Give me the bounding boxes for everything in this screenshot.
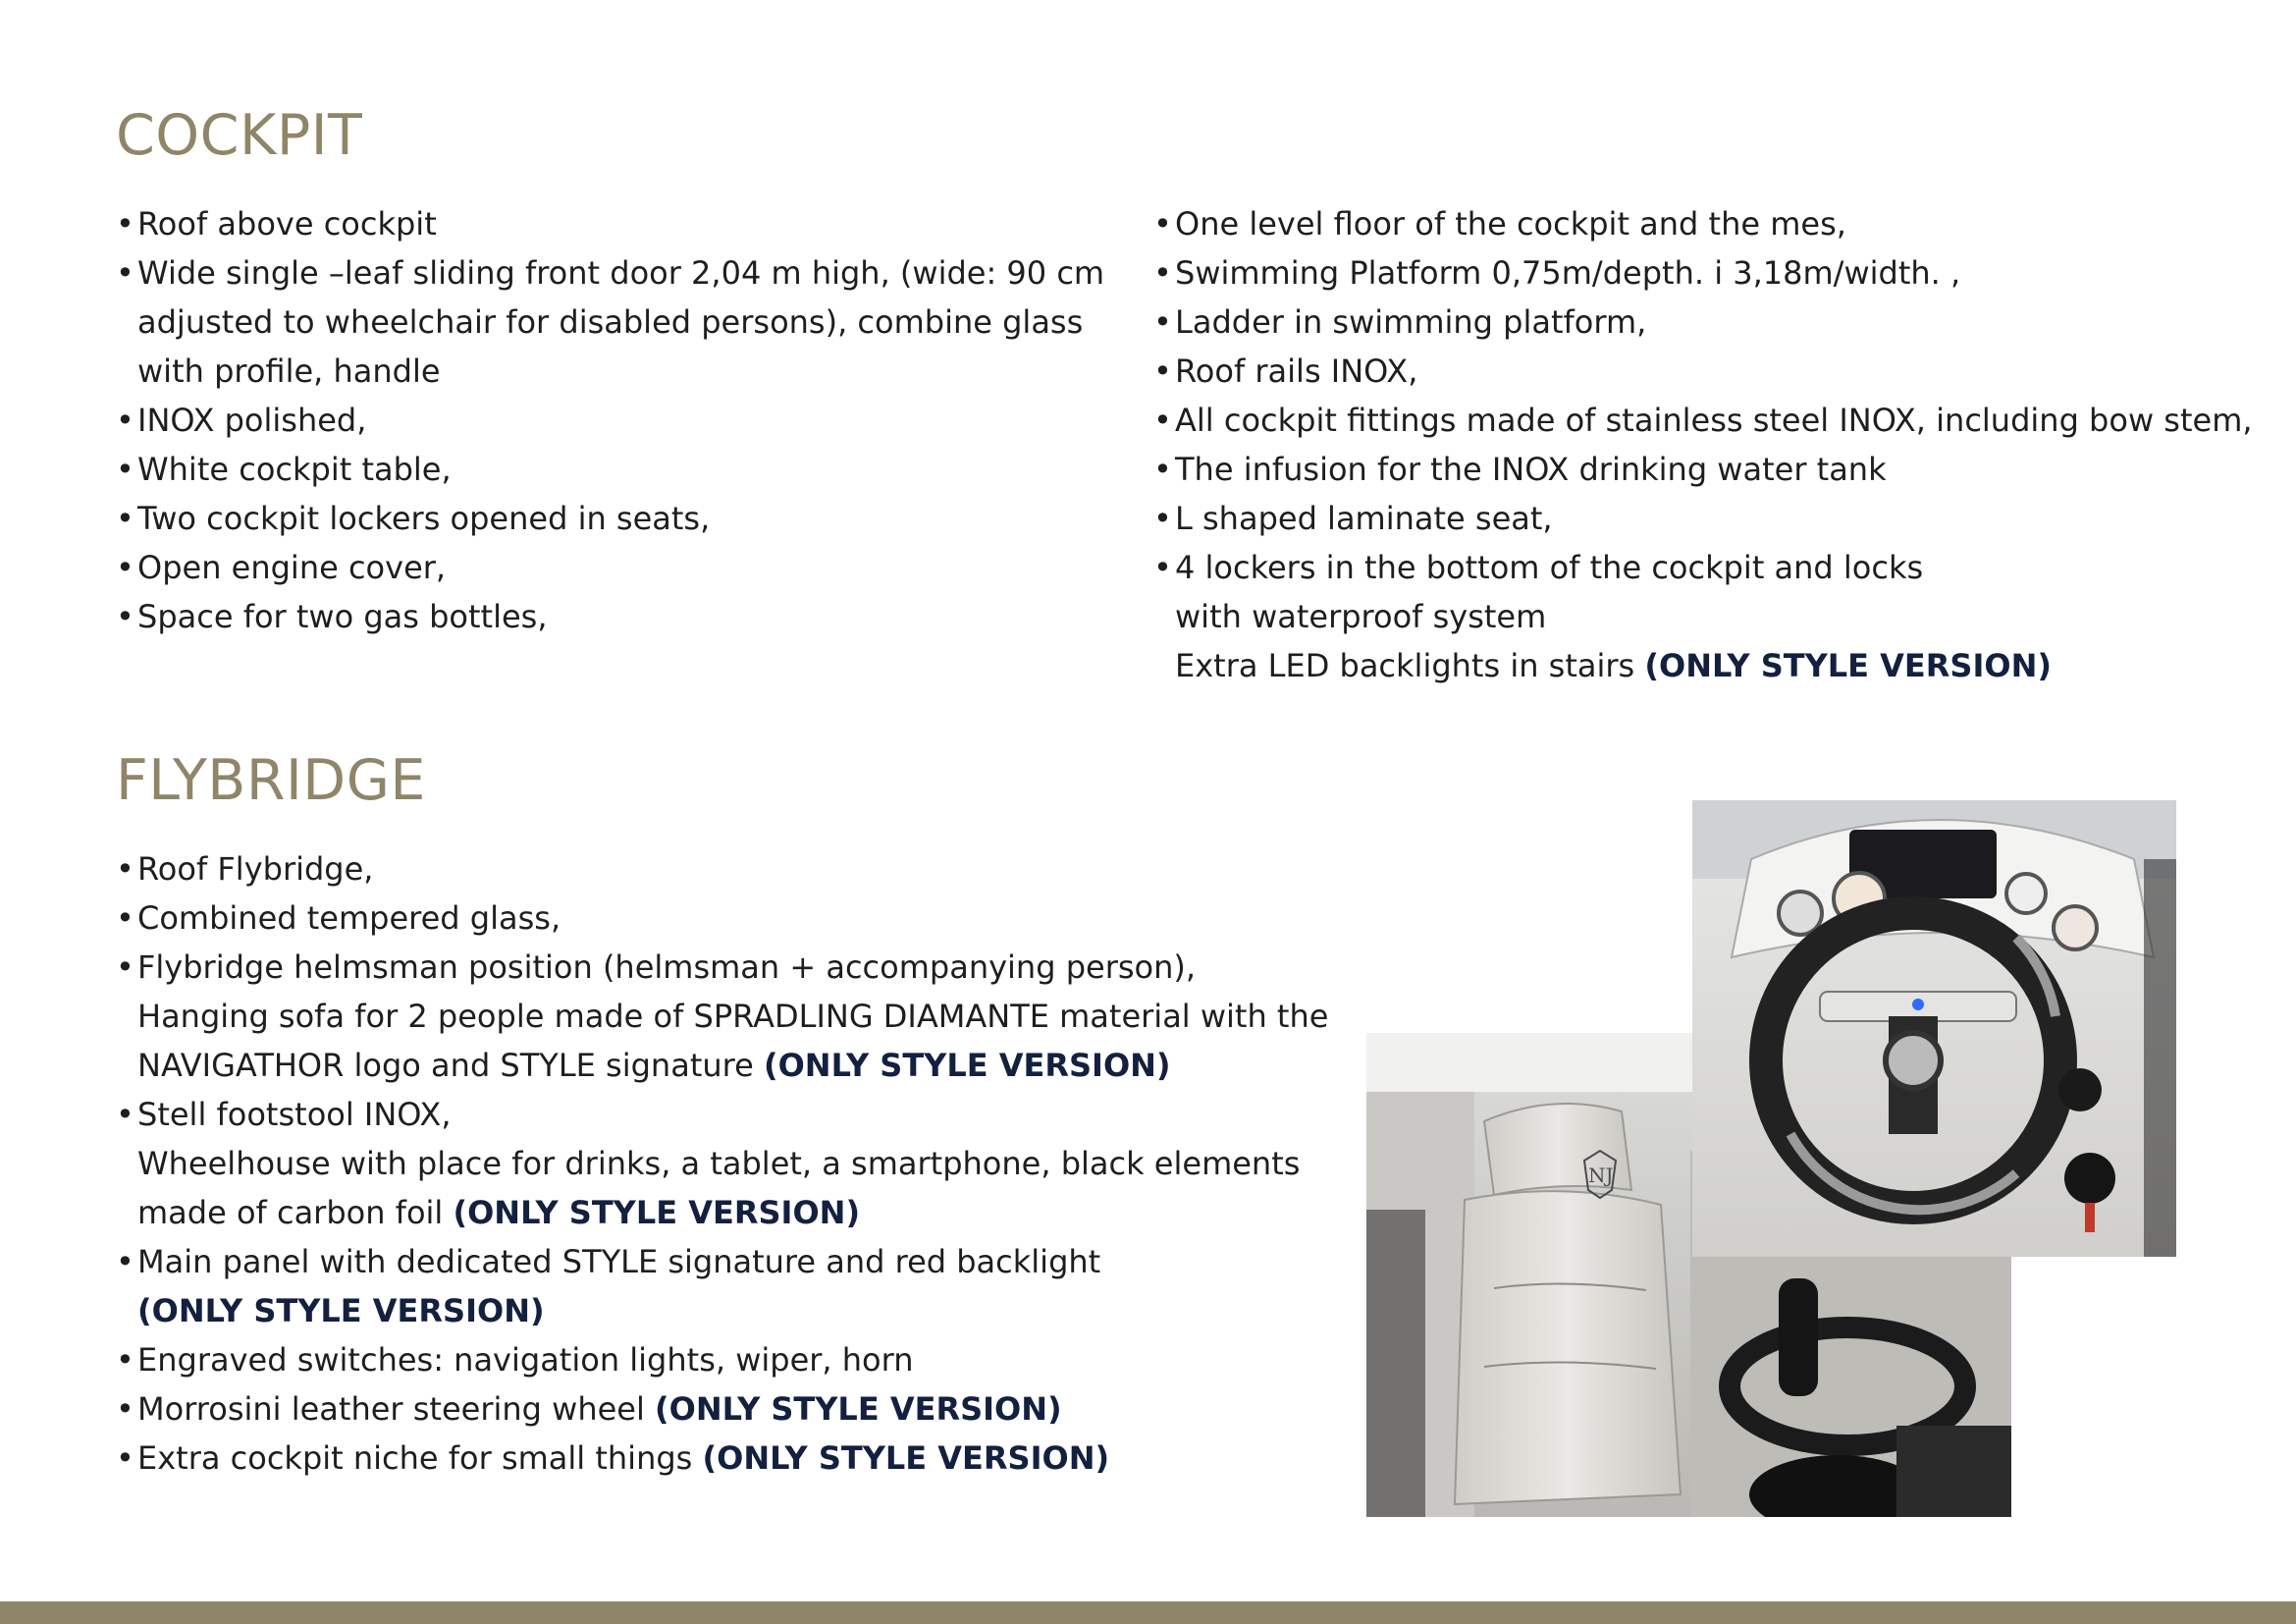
flybridge-list [116,844,1328,1483]
spec-line: Ladder in swimming platform, [1175,303,1647,341]
spec-item [1153,248,2253,298]
helm-photo [1692,800,2176,1257]
spec-line: NAVIGATHOR logo and STYLE signature [137,1047,754,1084]
bullet-icon: • [1153,500,1172,537]
spec-line: with profile, handle [137,352,441,390]
spec-item [1153,298,2253,347]
bullet-icon: • [1153,205,1172,243]
spec-line: made of carbon foil [137,1194,444,1231]
spec-item [1153,543,2253,690]
spec-line: Roof Flybridge, [137,850,374,888]
spec-line: Engraved switches: navigation lights, wiper, horn [137,1341,914,1379]
bullet-icon: • [116,850,134,888]
style-version-tag: (ONLY STYLE VERSION) [453,1194,861,1231]
cockpit-list-left [116,199,1104,641]
spec-line: Hanging sofa for 2 people made of SPRADLING DIAMANTE material with the [137,998,1329,1035]
bullet-icon: • [116,549,134,586]
spec-item [116,1237,1328,1335]
spec-item [116,592,1104,641]
style-version-tag: (ONLY STYLE VERSION) [137,1292,545,1329]
cockpit-heading: COCKPIT [116,103,363,168]
spec-line: The infusion for the INOX drinking water tank [1175,451,1887,488]
spec-line: Wheelhouse with place for drinks, a tablet, a smartphone, black elements [137,1145,1301,1182]
spec-item [1153,396,2253,445]
bullet-icon: • [1153,254,1172,292]
spec-item [116,1434,1328,1483]
spec-line: Space for two gas bottles, [137,598,548,635]
spec-line: Open engine cover, [137,549,447,586]
spec-line: 4 lockers in the bottom of the cockpit and locks [1175,549,1924,586]
bullet-icon: • [1153,402,1172,439]
style-version-tag: (ONLY STYLE VERSION) [702,1439,1110,1477]
spec-item [116,1090,1328,1237]
bullet-icon: • [116,899,134,937]
spec-line: Wide single –leaf sliding front door 2,04 m high, (wide: 90 cm [137,254,1105,292]
bullet-icon: • [116,1243,134,1280]
spec-item [116,248,1104,396]
spec-line: Swimming Platform 0,75m/depth. i 3,18m/width. , [1175,254,1961,292]
spec-line: L shaped laminate seat, [1175,500,1553,537]
spec-line: Morrosini leather steering wheel [137,1390,645,1428]
style-version-tag: (ONLY STYLE VERSION) [763,1047,1171,1084]
spec-item [116,199,1104,248]
spec-line: Two cockpit lockers opened in seats, [137,500,711,537]
spec-item [1153,199,2253,248]
style-version-tag: (ONLY STYLE VERSION) [1644,647,2052,684]
style-version-tag: (ONLY STYLE VERSION) [655,1390,1062,1428]
bullet-icon: • [116,1390,134,1428]
flybridge-heading: FLYBRIDGE [116,748,426,813]
spec-line: with waterproof system [1175,598,1547,635]
spec-item [116,893,1328,943]
spec-item [116,494,1104,543]
bullet-icon: • [116,451,134,488]
spec-line: One level floor of the cockpit and the mes, [1175,205,1846,243]
spec-line: All cockpit fittings made of stainless steel INOX, including bow stem, [1175,402,2253,439]
spec-item [116,943,1328,1090]
bullet-icon: • [116,1439,134,1477]
spec-line: adjusted to wheelchair for disabled persons), combine glass [137,303,1084,341]
spec-item [116,396,1104,445]
spec-item [116,1335,1328,1384]
spec-line: Main panel with dedicated STYLE signature and red backlight [137,1243,1101,1280]
spec-item [1153,494,2253,543]
spec-line: Roof above cockpit [137,205,437,243]
spec-line: Extra cockpit niche for small things [137,1439,693,1477]
bullet-icon: • [1153,303,1172,341]
bullet-icon: • [116,1341,134,1379]
bullet-icon: • [116,598,134,635]
cockpit-list-right [1153,199,2253,690]
spec-item [116,844,1328,893]
bullet-icon: • [116,1096,134,1133]
bullet-icon: • [1153,451,1172,488]
spec-line: Roof rails INOX, [1175,352,1418,390]
helm-illustration [1692,800,2176,1257]
bullet-icon: • [116,254,134,292]
spec-line: INOX polished, [137,402,367,439]
bullet-icon: • [1153,352,1172,390]
spec-line: Extra LED backlights in stairs [1175,647,1635,684]
spec-line: Flybridge helmsman position (helmsman + accompanying person), [137,948,1197,986]
spec-item [116,543,1104,592]
bullet-icon: • [116,500,134,537]
spec-item [116,1384,1328,1434]
spec-item [116,445,1104,494]
bullet-icon: • [116,402,134,439]
bullet-icon: • [116,948,134,986]
bullet-icon: • [1153,549,1172,586]
spec-item [1153,347,2253,396]
svg-text:NJ: NJ [1588,1164,1614,1187]
spec-item [1153,445,2253,494]
footer-bar [0,1601,2296,1624]
bullet-icon: • [116,205,134,243]
spec-line: White cockpit table, [137,451,452,488]
spec-line: Combined tempered glass, [137,899,561,937]
spec-line: Stell footstool INOX, [137,1096,452,1133]
